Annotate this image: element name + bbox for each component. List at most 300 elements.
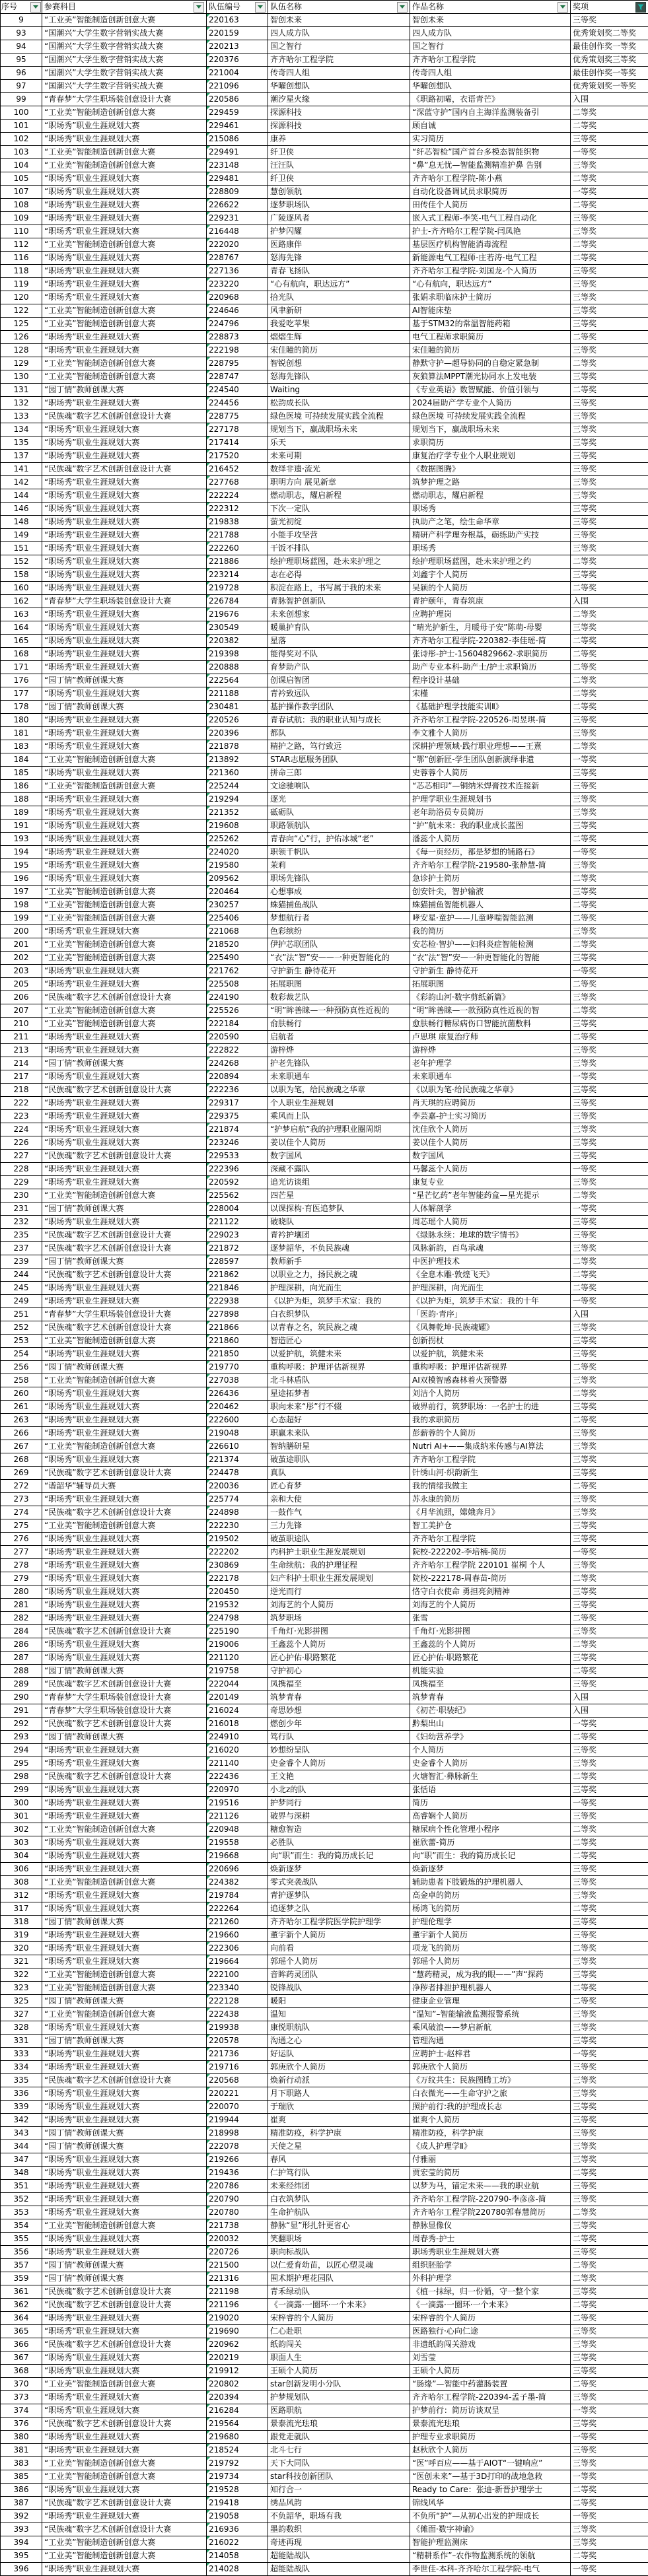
cell-award[interactable]: [571, 1533, 648, 1546]
cell-work-name[interactable]: [410, 106, 571, 120]
cell-competition[interactable]: [42, 159, 207, 172]
cell-team-code[interactable]: [207, 1242, 268, 1255]
cell-team-code[interactable]: [207, 793, 268, 806]
cell-team-code[interactable]: [207, 569, 268, 582]
cell-competition[interactable]: [42, 1189, 207, 1202]
cell-award[interactable]: [571, 648, 648, 661]
cell-team-code[interactable]: [207, 1572, 268, 1585]
cell-seq[interactable]: [1, 1678, 42, 1691]
cell-award[interactable]: [571, 2404, 648, 2418]
cell-work-name[interactable]: [410, 370, 571, 384]
cell-team-name[interactable]: [268, 1916, 410, 1929]
cell-team-name[interactable]: [268, 1810, 410, 1823]
cell-competition[interactable]: [42, 304, 207, 318]
cell-team-code[interactable]: [207, 476, 268, 489]
cell-team-code[interactable]: [207, 555, 268, 569]
cell-award[interactable]: [571, 1031, 648, 1044]
cell-seq[interactable]: [1, 410, 42, 423]
cell-team-name[interactable]: [268, 2114, 410, 2127]
cell-work-name[interactable]: [410, 1427, 571, 1440]
cell-competition[interactable]: [42, 1321, 207, 1335]
cell-seq[interactable]: [1, 159, 42, 172]
cell-team-code[interactable]: [207, 2246, 268, 2259]
cell-team-name[interactable]: [268, 1533, 410, 1546]
cell-work-name[interactable]: [410, 172, 571, 186]
cell-competition[interactable]: [42, 740, 207, 753]
cell-work-name[interactable]: [410, 146, 571, 159]
cell-award[interactable]: [571, 1718, 648, 1731]
cell-work-name[interactable]: [410, 687, 571, 701]
cell-competition[interactable]: [42, 2563, 207, 2576]
cell-competition[interactable]: [42, 2074, 207, 2087]
filter-dropdown-button[interactable]: [255, 2, 266, 13]
cell-competition[interactable]: [42, 2312, 207, 2325]
cell-team-code[interactable]: [207, 1044, 268, 1057]
cell-award[interactable]: [571, 740, 648, 753]
cell-work-name[interactable]: [410, 1097, 571, 1110]
cell-team-name[interactable]: [268, 397, 410, 410]
cell-competition[interactable]: [42, 1084, 207, 1097]
cell-work-name[interactable]: [410, 2365, 571, 2378]
cell-award[interactable]: [571, 1057, 648, 1070]
cell-competition[interactable]: [42, 1242, 207, 1255]
cell-seq[interactable]: [1, 53, 42, 67]
cell-work-name[interactable]: [410, 2140, 571, 2153]
cell-team-name[interactable]: [268, 1308, 410, 1321]
cell-award[interactable]: [571, 965, 648, 978]
cell-award[interactable]: [571, 331, 648, 344]
cell-team-name[interactable]: [268, 1995, 410, 2008]
cell-competition[interactable]: [42, 2048, 207, 2061]
cell-work-name[interactable]: [410, 225, 571, 238]
cell-work-name[interactable]: [410, 1480, 571, 1493]
cell-work-name[interactable]: [410, 1572, 571, 1585]
cell-team-name[interactable]: [268, 1638, 410, 1652]
cell-award[interactable]: [571, 225, 648, 238]
cell-team-code[interactable]: [207, 1731, 268, 1744]
cell-award[interactable]: [571, 2312, 648, 2325]
cell-team-name[interactable]: [268, 2510, 410, 2523]
cell-award[interactable]: [571, 2127, 648, 2140]
cell-team-name[interactable]: [268, 1084, 410, 1097]
cell-work-name[interactable]: [410, 965, 571, 978]
cell-competition[interactable]: [42, 1163, 207, 1176]
cell-competition[interactable]: [42, 2167, 207, 2180]
cell-work-name[interactable]: [410, 2312, 571, 2325]
cell-team-name[interactable]: [268, 1348, 410, 1361]
cell-work-name[interactable]: [410, 1453, 571, 1467]
cell-seq[interactable]: [1, 67, 42, 80]
cell-competition[interactable]: [42, 661, 207, 674]
cell-work-name[interactable]: [410, 991, 571, 1004]
cell-team-code[interactable]: [207, 2074, 268, 2087]
cell-work-name[interactable]: [410, 2153, 571, 2167]
cell-seq[interactable]: [1, 318, 42, 331]
cell-team-code[interactable]: [207, 2021, 268, 2035]
cell-award[interactable]: [571, 582, 648, 595]
cell-competition[interactable]: [42, 872, 207, 886]
cell-competition[interactable]: [42, 1585, 207, 1599]
cell-work-name[interactable]: [410, 331, 571, 344]
cell-award[interactable]: [571, 542, 648, 555]
cell-award[interactable]: [571, 2008, 648, 2021]
cell-team-code[interactable]: [207, 1308, 268, 1321]
cell-award[interactable]: [571, 291, 648, 304]
cell-team-name[interactable]: [268, 740, 410, 753]
cell-seq[interactable]: [1, 1889, 42, 1902]
cell-work-name[interactable]: [410, 886, 571, 899]
cell-seq[interactable]: [1, 740, 42, 753]
cell-seq[interactable]: [1, 1850, 42, 1863]
cell-seq[interactable]: [1, 172, 42, 186]
cell-work-name[interactable]: [410, 1282, 571, 1295]
cell-competition[interactable]: [42, 450, 207, 463]
cell-award[interactable]: [571, 1308, 648, 1321]
cell-award[interactable]: [571, 1242, 648, 1255]
cell-team-name[interactable]: [268, 1070, 410, 1084]
cell-award[interactable]: [571, 780, 648, 793]
cell-award[interactable]: [571, 978, 648, 991]
cell-team-code[interactable]: [207, 1321, 268, 1335]
cell-award[interactable]: [571, 304, 648, 318]
cell-competition[interactable]: [42, 278, 207, 291]
cell-work-name[interactable]: [410, 2167, 571, 2180]
cell-award[interactable]: [571, 1691, 648, 1704]
cell-competition[interactable]: [42, 819, 207, 833]
cell-work-name[interactable]: [410, 1916, 571, 1929]
cell-seq[interactable]: [1, 2470, 42, 2484]
cell-work-name[interactable]: [410, 516, 571, 529]
cell-competition[interactable]: [42, 1467, 207, 1480]
cell-team-name[interactable]: [268, 1216, 410, 1229]
cell-team-code[interactable]: [207, 806, 268, 819]
cell-award[interactable]: [571, 450, 648, 463]
cell-award[interactable]: [571, 1084, 648, 1097]
cell-award[interactable]: [571, 872, 648, 886]
cell-seq[interactable]: [1, 2180, 42, 2193]
cell-seq[interactable]: [1, 2219, 42, 2233]
cell-competition[interactable]: [42, 133, 207, 146]
cell-team-name[interactable]: [268, 2497, 410, 2510]
cell-competition[interactable]: [42, 1810, 207, 1823]
cell-seq[interactable]: [1, 2444, 42, 2457]
cell-team-name[interactable]: [268, 965, 410, 978]
cell-competition[interactable]: [42, 318, 207, 331]
cell-seq[interactable]: [1, 1295, 42, 1308]
cell-team-code[interactable]: [207, 1136, 268, 1150]
cell-award[interactable]: [571, 397, 648, 410]
cell-team-code[interactable]: [207, 146, 268, 159]
cell-team-name[interactable]: [268, 1929, 410, 1942]
cell-award[interactable]: [571, 1876, 648, 1889]
cell-team-name[interactable]: [268, 2418, 410, 2431]
cell-seq[interactable]: [1, 1282, 42, 1295]
cell-award[interactable]: [571, 2193, 648, 2206]
cell-competition[interactable]: [42, 2550, 207, 2563]
cell-work-name[interactable]: [410, 555, 571, 569]
cell-competition[interactable]: [42, 938, 207, 952]
cell-competition[interactable]: [42, 1916, 207, 1929]
cell-work-name[interactable]: [410, 978, 571, 991]
cell-seq[interactable]: [1, 1506, 42, 1519]
cell-team-code[interactable]: [207, 648, 268, 661]
cell-competition[interactable]: [42, 2470, 207, 2484]
cell-team-code[interactable]: [207, 2035, 268, 2048]
cell-seq[interactable]: [1, 1453, 42, 1467]
cell-award[interactable]: [571, 1387, 648, 1401]
cell-award[interactable]: [571, 423, 648, 436]
cell-team-name[interactable]: [268, 2272, 410, 2285]
cell-team-code[interactable]: [207, 2484, 268, 2497]
cell-team-name[interactable]: [268, 93, 410, 106]
cell-team-code[interactable]: [207, 503, 268, 516]
cell-seq[interactable]: [1, 278, 42, 291]
cell-seq[interactable]: [1, 2101, 42, 2114]
cell-work-name[interactable]: [410, 595, 571, 608]
cell-seq[interactable]: [1, 2391, 42, 2404]
cell-work-name[interactable]: [410, 27, 571, 40]
cell-award[interactable]: [571, 1150, 648, 1163]
cell-team-code[interactable]: [207, 1427, 268, 1440]
cell-work-name[interactable]: [410, 357, 571, 370]
cell-work-name[interactable]: [410, 1625, 571, 1638]
cell-team-name[interactable]: [268, 1863, 410, 1876]
cell-award[interactable]: [571, 1665, 648, 1678]
cell-team-name[interactable]: [268, 344, 410, 357]
cell-team-name[interactable]: [268, 1506, 410, 1519]
cell-team-code[interactable]: [207, 635, 268, 648]
cell-work-name[interactable]: [410, 635, 571, 648]
cell-team-code[interactable]: [207, 1757, 268, 1770]
cell-competition[interactable]: [42, 859, 207, 872]
cell-team-name[interactable]: [268, 2338, 410, 2351]
cell-seq[interactable]: [1, 2087, 42, 2101]
cell-seq[interactable]: [1, 2351, 42, 2365]
cell-team-code[interactable]: [207, 384, 268, 397]
cell-seq[interactable]: [1, 819, 42, 833]
cell-team-name[interactable]: [268, 2470, 410, 2484]
cell-seq[interactable]: [1, 674, 42, 687]
cell-seq[interactable]: [1, 886, 42, 899]
cell-award[interactable]: [571, 1968, 648, 1982]
cell-team-name[interactable]: [268, 278, 410, 291]
cell-award[interactable]: [571, 278, 648, 291]
cell-seq[interactable]: [1, 1467, 42, 1480]
cell-team-code[interactable]: [207, 740, 268, 753]
cell-competition[interactable]: [42, 793, 207, 806]
cell-team-name[interactable]: [268, 370, 410, 384]
cell-team-code[interactable]: [207, 436, 268, 450]
cell-competition[interactable]: [42, 542, 207, 555]
cell-team-code[interactable]: [207, 1004, 268, 1018]
cell-team-code[interactable]: [207, 2351, 268, 2365]
cell-competition[interactable]: [42, 595, 207, 608]
cell-team-code[interactable]: [207, 1387, 268, 1401]
cell-work-name[interactable]: [410, 2101, 571, 2114]
cell-work-name[interactable]: [410, 1321, 571, 1335]
cell-competition[interactable]: [42, 674, 207, 687]
cell-competition[interactable]: [42, 806, 207, 819]
filter-dropdown-button[interactable]: [558, 2, 568, 13]
cell-work-name[interactable]: [410, 819, 571, 833]
cell-award[interactable]: [571, 120, 648, 133]
cell-team-name[interactable]: [268, 1018, 410, 1031]
cell-seq[interactable]: [1, 291, 42, 304]
cell-work-name[interactable]: [410, 1665, 571, 1678]
cell-team-code[interactable]: [207, 2061, 268, 2074]
cell-award[interactable]: [571, 318, 648, 331]
cell-competition[interactable]: [42, 2008, 207, 2021]
cell-work-name[interactable]: [410, 1189, 571, 1202]
cell-team-code[interactable]: [207, 172, 268, 186]
cell-team-name[interactable]: [268, 476, 410, 489]
cell-seq[interactable]: [1, 1070, 42, 1084]
cell-team-name[interactable]: [268, 2167, 410, 2180]
cell-seq[interactable]: [1, 40, 42, 53]
cell-seq[interactable]: [1, 2008, 42, 2021]
cell-team-code[interactable]: [207, 1097, 268, 1110]
cell-award[interactable]: [571, 2431, 648, 2444]
cell-seq[interactable]: [1, 2365, 42, 2378]
cell-award[interactable]: [571, 727, 648, 740]
cell-seq[interactable]: [1, 344, 42, 357]
cell-seq[interactable]: [1, 1638, 42, 1652]
cell-seq[interactable]: [1, 1255, 42, 1269]
cell-team-code[interactable]: [207, 1453, 268, 1467]
cell-award[interactable]: [571, 2378, 648, 2391]
cell-competition[interactable]: [42, 199, 207, 212]
cell-team-name[interactable]: [268, 952, 410, 965]
cell-team-name[interactable]: [268, 2219, 410, 2233]
cell-team-name[interactable]: [268, 2365, 410, 2378]
cell-work-name[interactable]: [410, 291, 571, 304]
cell-award[interactable]: [571, 1348, 648, 1361]
cell-competition[interactable]: [42, 1718, 207, 1731]
cell-seq[interactable]: [1, 912, 42, 925]
cell-work-name[interactable]: [410, 384, 571, 397]
cell-seq[interactable]: [1, 1784, 42, 1797]
cell-competition[interactable]: [42, 2219, 207, 2233]
cell-team-code[interactable]: [207, 1255, 268, 1269]
cell-competition[interactable]: [42, 701, 207, 714]
cell-seq[interactable]: [1, 952, 42, 965]
cell-team-name[interactable]: [268, 1255, 410, 1269]
cell-award[interactable]: [571, 1612, 648, 1625]
cell-award[interactable]: [571, 1850, 648, 1863]
cell-competition[interactable]: [42, 1797, 207, 1810]
cell-team-name[interactable]: [268, 186, 410, 199]
cell-seq[interactable]: [1, 357, 42, 370]
cell-work-name[interactable]: [410, 1850, 571, 1863]
cell-seq[interactable]: [1, 265, 42, 278]
cell-seq[interactable]: [1, 1982, 42, 1995]
cell-competition[interactable]: [42, 1929, 207, 1942]
cell-competition[interactable]: [42, 2444, 207, 2457]
cell-competition[interactable]: [42, 1704, 207, 1718]
cell-seq[interactable]: [1, 2418, 42, 2431]
cell-team-code[interactable]: [207, 621, 268, 635]
cell-team-name[interactable]: [268, 1242, 410, 1255]
cell-competition[interactable]: [42, 2523, 207, 2536]
cell-team-code[interactable]: [207, 2167, 268, 2180]
cell-competition[interactable]: [42, 1269, 207, 1282]
cell-competition[interactable]: [42, 1427, 207, 1440]
cell-award[interactable]: [571, 1902, 648, 1916]
cell-award[interactable]: [571, 1863, 648, 1876]
cell-work-name[interactable]: [410, 2206, 571, 2219]
cell-work-name[interactable]: [410, 436, 571, 450]
cell-team-code[interactable]: [207, 2312, 268, 2325]
cell-team-code[interactable]: [207, 357, 268, 370]
cell-team-name[interactable]: [268, 886, 410, 899]
cell-work-name[interactable]: [410, 1163, 571, 1176]
cell-team-name[interactable]: [268, 1493, 410, 1506]
cell-team-code[interactable]: [207, 80, 268, 93]
cell-award[interactable]: [571, 14, 648, 27]
cell-team-code[interactable]: [207, 238, 268, 252]
cell-competition[interactable]: [42, 965, 207, 978]
cell-award[interactable]: [571, 753, 648, 767]
cell-seq[interactable]: [1, 225, 42, 238]
cell-team-name[interactable]: [268, 1652, 410, 1665]
cell-team-code[interactable]: [207, 2378, 268, 2391]
cell-competition[interactable]: [42, 357, 207, 370]
cell-competition[interactable]: [42, 582, 207, 595]
cell-seq[interactable]: [1, 1044, 42, 1057]
cell-team-name[interactable]: [268, 1176, 410, 1189]
cell-work-name[interactable]: [410, 780, 571, 793]
cell-competition[interactable]: [42, 120, 207, 133]
cell-team-code[interactable]: [207, 1361, 268, 1374]
cell-work-name[interactable]: [410, 2272, 571, 2285]
cell-seq[interactable]: [1, 186, 42, 199]
cell-award[interactable]: [571, 1163, 648, 1176]
cell-competition[interactable]: [42, 1004, 207, 1018]
cell-competition[interactable]: [42, 2035, 207, 2048]
cell-team-code[interactable]: [207, 1995, 268, 2008]
cell-competition[interactable]: [42, 1216, 207, 1229]
cell-award[interactable]: [571, 1599, 648, 1612]
cell-seq[interactable]: [1, 2378, 42, 2391]
cell-team-code[interactable]: [207, 661, 268, 674]
cell-team-name[interactable]: [268, 516, 410, 529]
cell-work-name[interactable]: [410, 1110, 571, 1123]
cell-team-code[interactable]: [207, 291, 268, 304]
cell-team-code[interactable]: [207, 674, 268, 687]
cell-competition[interactable]: [42, 1150, 207, 1163]
cell-team-name[interactable]: [268, 67, 410, 80]
cell-seq[interactable]: [1, 872, 42, 886]
cell-work-name[interactable]: [410, 2193, 571, 2206]
cell-seq[interactable]: [1, 1599, 42, 1612]
cell-team-name[interactable]: [268, 172, 410, 186]
cell-award[interactable]: [571, 2497, 648, 2510]
cell-seq[interactable]: [1, 503, 42, 516]
cell-work-name[interactable]: [410, 278, 571, 291]
cell-award[interactable]: [571, 1916, 648, 1929]
cell-award[interactable]: [571, 344, 648, 357]
cell-team-code[interactable]: [207, 978, 268, 991]
cell-team-code[interactable]: [207, 2008, 268, 2021]
cell-seq[interactable]: [1, 27, 42, 40]
cell-work-name[interactable]: [410, 661, 571, 674]
cell-competition[interactable]: [42, 397, 207, 410]
cell-competition[interactable]: [42, 2206, 207, 2219]
cell-work-name[interactable]: [410, 2008, 571, 2021]
cell-work-name[interactable]: [410, 608, 571, 621]
cell-team-code[interactable]: [207, 701, 268, 714]
cell-competition[interactable]: [42, 2351, 207, 2365]
